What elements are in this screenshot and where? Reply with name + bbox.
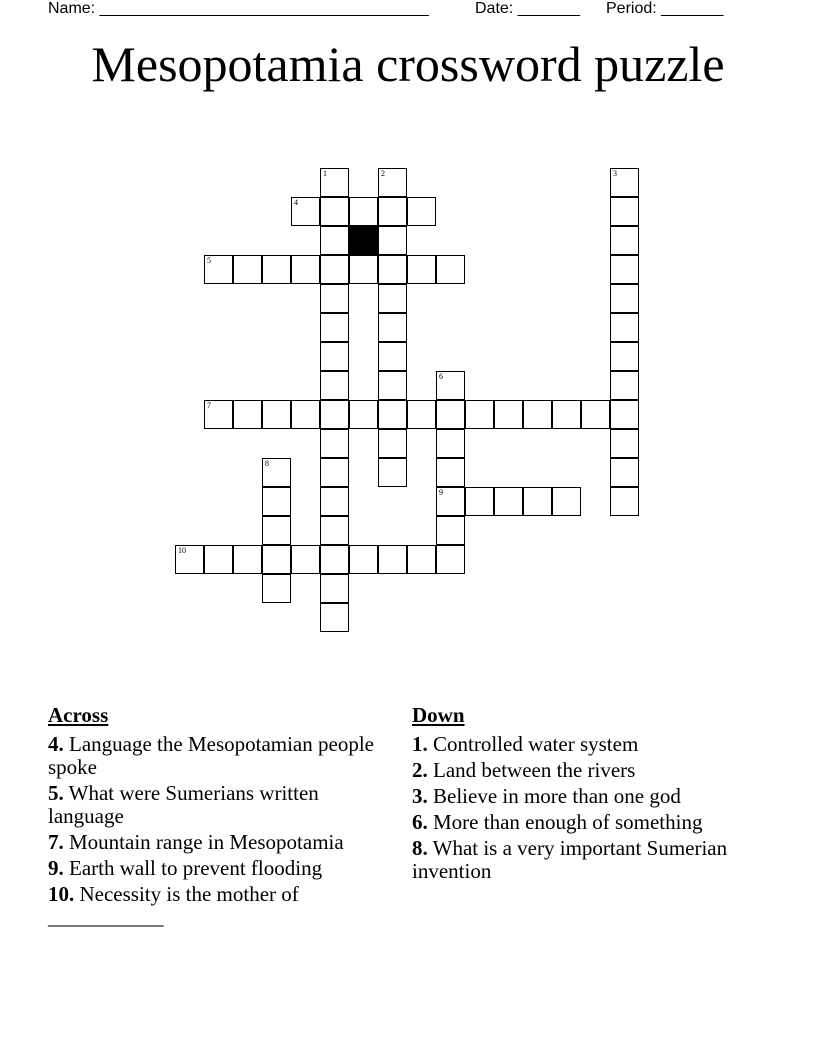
crossword-cell[interactable] (523, 400, 552, 429)
clue-number: 3. (412, 784, 428, 808)
crossword-cell[interactable] (320, 516, 349, 545)
crossword-cell[interactable] (610, 197, 639, 226)
clue-text: What is a very important Sumerian invention (412, 836, 728, 883)
crossword-cell[interactable] (320, 226, 349, 255)
crossword-cell[interactable] (378, 168, 407, 197)
cell-number: 8 (265, 459, 269, 468)
crossword-cell[interactable] (378, 458, 407, 487)
crossword-cell[interactable] (233, 255, 262, 284)
crossword-cell[interactable] (262, 516, 291, 545)
clue-text: Land between the rivers (433, 758, 636, 782)
clue-across-9 (48, 857, 378, 880)
crossword-cell[interactable] (407, 400, 436, 429)
crossword-cell[interactable] (378, 197, 407, 226)
crossword-cell[interactable] (378, 226, 407, 255)
clue-down-1 (412, 733, 742, 756)
clue-number: 9. (48, 856, 64, 880)
clue-across-4 (48, 733, 378, 779)
crossword-cell[interactable] (610, 342, 639, 371)
crossword-cell[interactable] (291, 545, 320, 574)
crossword-cell[interactable] (610, 400, 639, 429)
crossword-cell[interactable] (291, 400, 320, 429)
clue-down-2 (412, 759, 742, 782)
clue-text: Believe in more than one god (433, 784, 681, 808)
crossword-cell[interactable] (494, 487, 523, 516)
clue-text: Controlled water system (433, 732, 639, 756)
clue-down-6 (412, 811, 742, 834)
cell-number: 2 (381, 169, 385, 178)
crossword-cell[interactable] (610, 284, 639, 313)
crossword-cell[interactable] (436, 487, 465, 516)
crossword-cell[interactable] (436, 429, 465, 458)
crossword-cell[interactable] (233, 400, 262, 429)
crossword-cell[interactable] (610, 429, 639, 458)
clue-across-7 (48, 831, 378, 854)
crossword-cell[interactable] (349, 255, 378, 284)
crossword-cell[interactable] (610, 458, 639, 487)
clue-number: 5. (48, 781, 64, 805)
period-field[interactable]: Period: _______ (606, 0, 724, 17)
clue-text: What were Sumerians written language (48, 781, 319, 828)
crossword-cell[interactable] (378, 371, 407, 400)
crossword-cell[interactable] (320, 545, 349, 574)
crossword-cell[interactable] (320, 458, 349, 487)
crossword-cell[interactable] (349, 197, 378, 226)
cell-number: 10 (178, 546, 186, 555)
crossword-cell[interactable] (436, 458, 465, 487)
crossword-cell[interactable] (320, 255, 349, 284)
cell-number: 9 (439, 488, 443, 497)
crossword-cell[interactable] (465, 487, 494, 516)
crossword-cell[interactable] (494, 400, 523, 429)
crossword-cell[interactable] (552, 400, 581, 429)
crossword-cell[interactable] (465, 400, 494, 429)
name-field[interactable]: Name: _____________________________________ (48, 0, 429, 17)
crossword-cell[interactable] (436, 400, 465, 429)
clue-number: 7. (48, 830, 64, 854)
crossword-cell[interactable] (610, 487, 639, 516)
crossword-cell[interactable] (320, 168, 349, 197)
crossword-cell[interactable] (378, 284, 407, 313)
cell-number: 4 (294, 198, 298, 207)
clue-number: 8. (412, 836, 428, 860)
crossword-cell[interactable] (320, 603, 349, 632)
crossword-cell[interactable] (378, 313, 407, 342)
crossword-block-cell (349, 226, 378, 255)
cell-number: 6 (439, 372, 443, 381)
clue-across-5 (48, 782, 378, 828)
date-field[interactable]: Date: _______ (475, 0, 580, 17)
crossword-cell[interactable] (407, 197, 436, 226)
clue-text: Language the Mesopotamian people spoke (48, 732, 374, 779)
crossword-cell[interactable] (436, 255, 465, 284)
crossword-cell[interactable] (349, 545, 378, 574)
crossword-cell[interactable] (233, 545, 262, 574)
crossword-cell[interactable] (262, 545, 291, 574)
clue-number: 2. (412, 758, 428, 782)
clue-text: Earth wall to prevent flooding (69, 856, 323, 880)
cell-number: 1 (323, 169, 327, 178)
clue-down-8 (412, 837, 742, 883)
clue-number: 1. (412, 732, 428, 756)
crossword-cell[interactable] (378, 545, 407, 574)
crossword-cell[interactable] (610, 313, 639, 342)
crossword-cell[interactable] (378, 342, 407, 371)
crossword-cell[interactable] (378, 400, 407, 429)
clue-across-10 (48, 883, 378, 929)
crossword-cell[interactable] (378, 429, 407, 458)
crossword-cell[interactable] (552, 487, 581, 516)
crossword-cell[interactable] (204, 255, 233, 284)
clue-number: 10. (48, 882, 75, 906)
clue-text: Necessity is the mother of ___________ (48, 882, 299, 929)
crossword-cell[interactable] (523, 487, 552, 516)
clue-number: 4. (48, 732, 64, 756)
crossword-cell[interactable] (262, 458, 291, 487)
crossword-cell[interactable] (204, 545, 233, 574)
clue-number: 6. (412, 810, 428, 834)
crossword-cell[interactable] (204, 400, 233, 429)
down-heading: Down (412, 703, 465, 727)
clue-down-3 (412, 785, 742, 808)
cell-number: 3 (613, 169, 617, 178)
cell-number: 5 (207, 256, 211, 265)
crossword-cell[interactable] (291, 197, 320, 226)
crossword-cell[interactable] (320, 313, 349, 342)
crossword-cell[interactable] (262, 255, 291, 284)
crossword-cell[interactable] (581, 400, 610, 429)
crossword-cell[interactable] (262, 487, 291, 516)
crossword-cell[interactable] (436, 516, 465, 545)
across-clues (48, 703, 378, 932)
crossword-cell[interactable] (349, 400, 378, 429)
crossword-cell[interactable] (320, 371, 349, 400)
crossword-cell[interactable] (320, 574, 349, 603)
crossword-cell[interactable] (436, 545, 465, 574)
crossword-cell[interactable] (320, 487, 349, 516)
crossword-cell[interactable] (378, 255, 407, 284)
clue-text: Mountain range in Mesopotamia (69, 830, 344, 854)
crossword-cell[interactable] (610, 255, 639, 284)
crossword-cell[interactable] (436, 371, 465, 400)
crossword-cell[interactable] (320, 197, 349, 226)
crossword-cell[interactable] (320, 342, 349, 371)
crossword-cell[interactable] (610, 371, 639, 400)
clue-text: More than enough of something (433, 810, 703, 834)
across-heading: Across (48, 703, 109, 727)
down-clues (412, 703, 742, 886)
crossword-cell[interactable] (262, 574, 291, 603)
crossword-cell[interactable] (407, 255, 436, 284)
cell-number: 7 (207, 401, 211, 410)
crossword-cell[interactable] (262, 400, 291, 429)
crossword-cell[interactable] (175, 545, 204, 574)
crossword-cell[interactable] (320, 429, 349, 458)
crossword-cell[interactable] (407, 545, 436, 574)
page-title: Mesopotamia crossword puzzle (91, 36, 725, 92)
crossword-cell[interactable] (320, 284, 349, 313)
crossword-cell[interactable] (610, 168, 639, 197)
crossword-cell[interactable] (291, 255, 320, 284)
crossword-cell[interactable] (610, 226, 639, 255)
crossword-cell[interactable] (320, 400, 349, 429)
